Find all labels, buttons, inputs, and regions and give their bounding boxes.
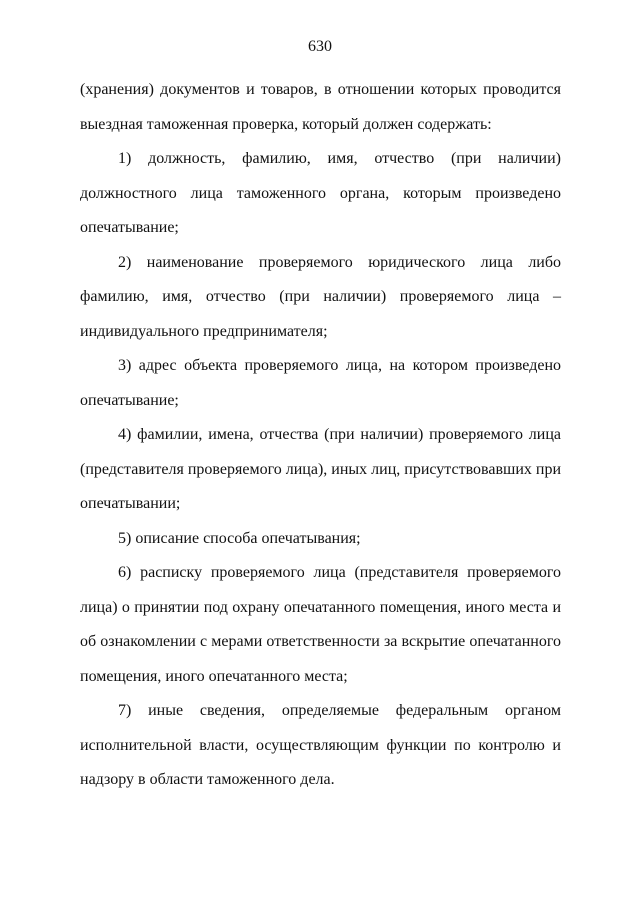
list-item-7: 7) иные сведения, определяемые федеральным органом исполнительной власти, осуществляющим функции по контролю и надзору в области таможенного дела. (80, 702, 561, 788)
list-item-1: 1) должность, фамилию, имя, отчество (при наличии) должностного лица таможенного органа, которым произведено опечатывание; (80, 150, 561, 236)
paragraph-intro: (хранения) документов и товаров, в отношении которых проводится выездная таможенная проверка, который должен содержать: (80, 81, 561, 133)
list-item-2: 2) наименование проверяемого юридического лица либо фамилию, имя, отчество (при наличии) проверяемого лица – индивидуального предпринимателя; (80, 253, 561, 340)
list-item-4: 4) фамилии, имена, отчества (при наличии) проверяемого лица (представителя проверяемого лица), иных лиц, присутствовавших при опечатывании; (80, 426, 562, 512)
page-number: 630 (308, 38, 332, 55)
document-body (80, 73, 561, 798)
list-item-3: 3) адрес объекта проверяемого лица, на котором произведено опечатывание; (80, 357, 561, 409)
list-item-6: 6) расписку проверяемого лица (представителя проверяемого лица) о принятии под охрану опечатанного помещения, иного места и об ознакомлении с мерами ответственности за вскрытие опечатанного помещения, иного опечатанного места; (80, 564, 561, 685)
list-item-5: 5) описание способа опечатывания; (118, 529, 361, 547)
